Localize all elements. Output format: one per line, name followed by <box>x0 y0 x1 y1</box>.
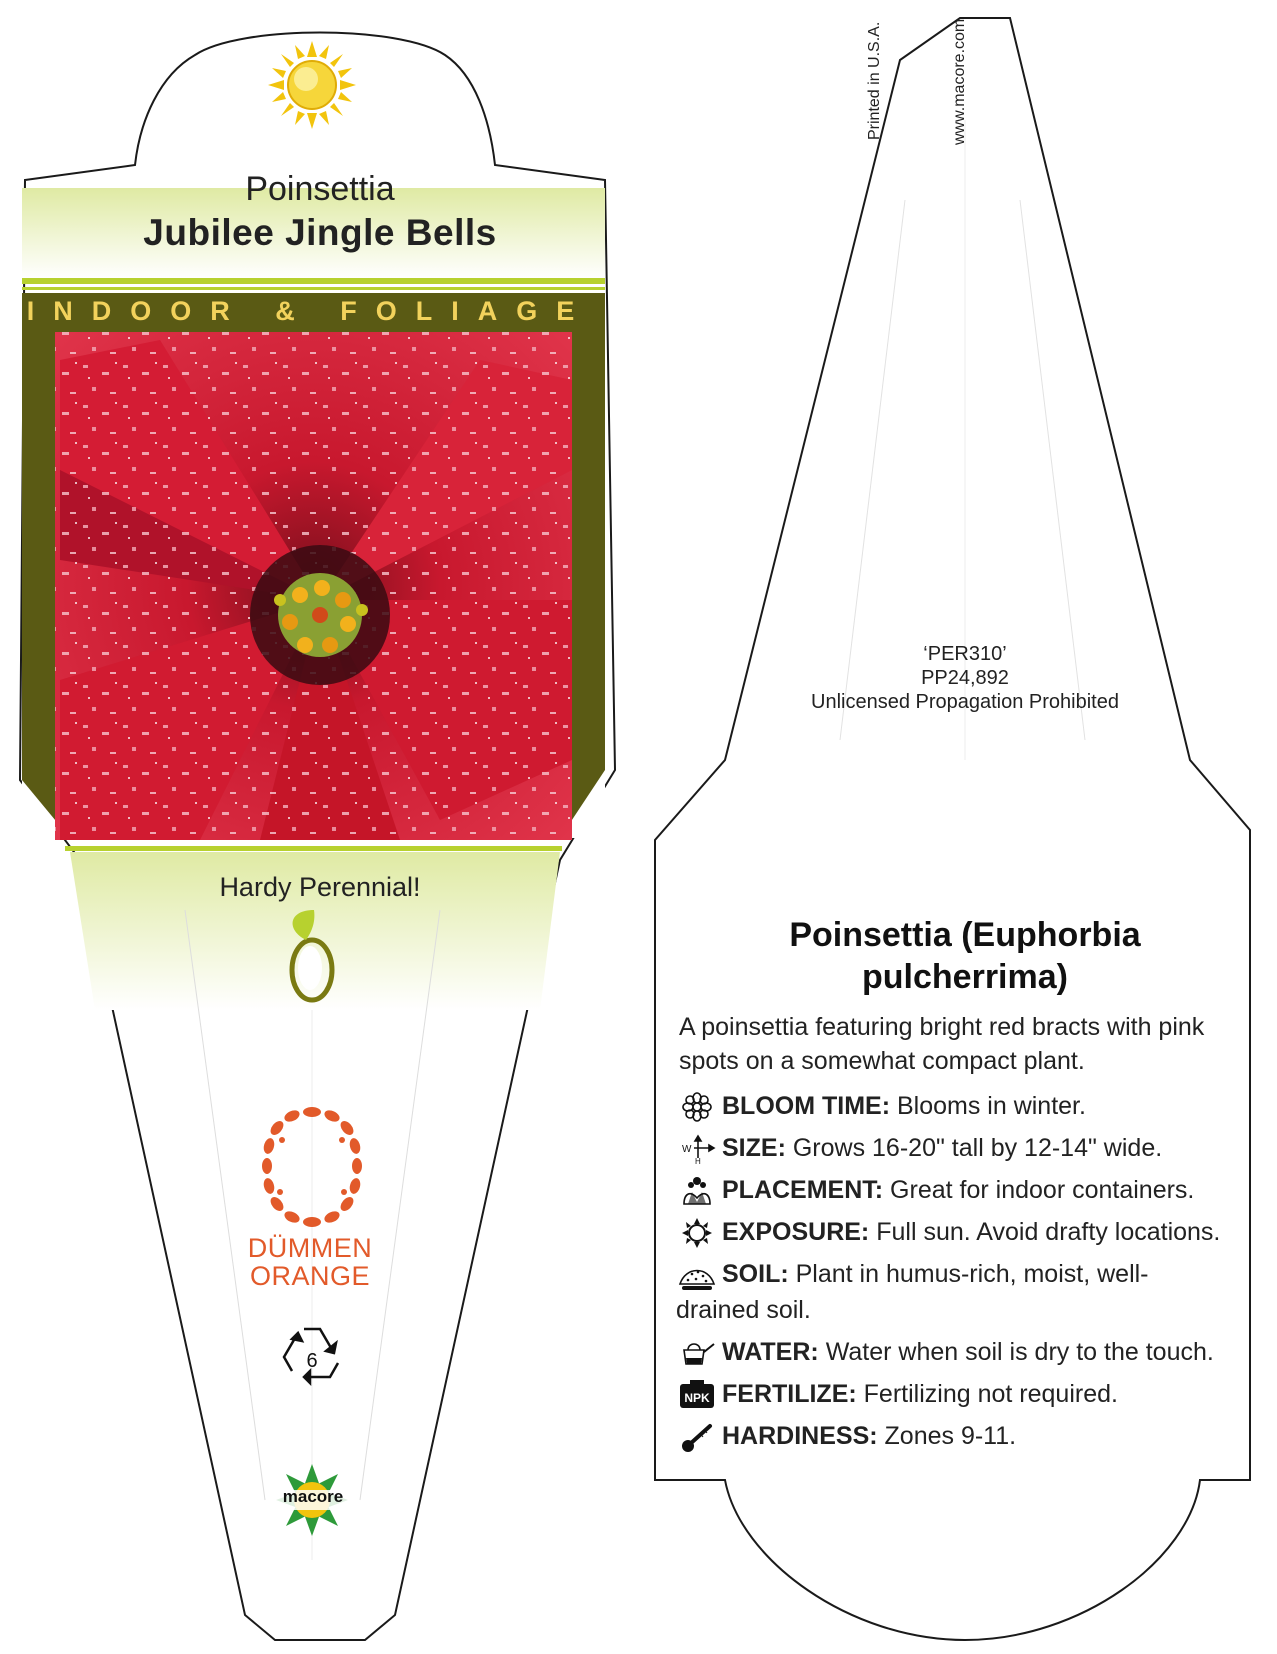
attr-value: Great for indoor containers. <box>883 1176 1195 1204</box>
soil-pile-icon <box>676 1260 718 1290</box>
attr-value: Water when soil is dry to the touch. <box>818 1338 1214 1366</box>
attr-water <box>676 1334 1236 1370</box>
attr-value: Fertilizing not required. <box>856 1380 1118 1408</box>
common-name: Poinsettia <box>245 170 395 208</box>
attr-hardiness <box>676 1418 1236 1454</box>
attr-label: EXPOSURE: <box>722 1218 870 1246</box>
npk-icon <box>676 1380 718 1410</box>
attr-fertilize <box>676 1376 1236 1412</box>
attr-value: Zones 9-11. <box>877 1422 1017 1450</box>
macore-url: www.macore.com <box>951 18 968 145</box>
thermometer-icon <box>676 1422 718 1452</box>
watering-can-icon <box>676 1338 718 1368</box>
sun-icon <box>268 41 356 129</box>
attr-label: BLOOM TIME: <box>722 1092 891 1120</box>
propagation-notice: Unlicensed Propagation Prohibited <box>811 691 1119 713</box>
attr-placement <box>676 1172 1236 1208</box>
placement-plants-icon <box>676 1176 718 1206</box>
botanical-title: Poinsettia (Euphorbia pulcherrima) <box>789 916 1141 996</box>
attr-bloom-time <box>676 1088 1236 1124</box>
plant-description: A poinsettia featuring bright red bracts with pink spots on a somewhat compact plant. <box>679 1013 1205 1075</box>
npk-text: NPK <box>684 1391 710 1406</box>
attr-exposure <box>676 1214 1236 1250</box>
macore-logo-text: macore <box>282 1487 344 1506</box>
attr-label: WATER: <box>722 1338 819 1366</box>
hardy-perennial-text: Hardy Perennial! <box>219 872 421 902</box>
attr-label: SOIL: <box>722 1260 789 1288</box>
printed-in-usa: Printed in U.S.A. <box>866 21 883 140</box>
attr-label: HARDINESS: <box>722 1422 878 1450</box>
poinsettia-photo <box>55 332 572 840</box>
cultivar-code: ‘PER310’ <box>923 643 1007 665</box>
attr-size <box>676 1130 1236 1166</box>
attr-label: FERTILIZE: <box>722 1380 857 1408</box>
attr-value: Plant in humus-rich, moist, well-drained soil. <box>676 1260 1149 1324</box>
dummen-brand-line2: ORANGE <box>249 1261 371 1291</box>
attr-soil <box>676 1256 1226 1328</box>
variety-name: Jubilee Jingle Bells <box>143 212 497 253</box>
size-w-letter: W <box>682 1144 692 1156</box>
recycle-number: 6 <box>306 1350 318 1372</box>
dummen-brand-line1: DÜMMEN <box>247 1233 373 1263</box>
plant-patent: PP24,892 <box>921 667 1009 689</box>
attr-value: Grows 16-20" tall by 12-14" wide. <box>785 1134 1163 1162</box>
size-h-letter: H <box>695 1157 701 1165</box>
sun-outline-icon <box>676 1218 718 1248</box>
attr-value: Blooms in winter. <box>890 1092 1086 1120</box>
attr-value: Full sun. Avoid drafty locations. <box>869 1218 1221 1246</box>
bloom-flower-icon <box>676 1092 718 1122</box>
attr-label: SIZE: <box>722 1134 786 1162</box>
size-arrows-icon <box>676 1134 718 1164</box>
category-band: INDOOR & FOLIAGE <box>26 296 594 326</box>
attr-label: PLACEMENT: <box>722 1176 884 1204</box>
